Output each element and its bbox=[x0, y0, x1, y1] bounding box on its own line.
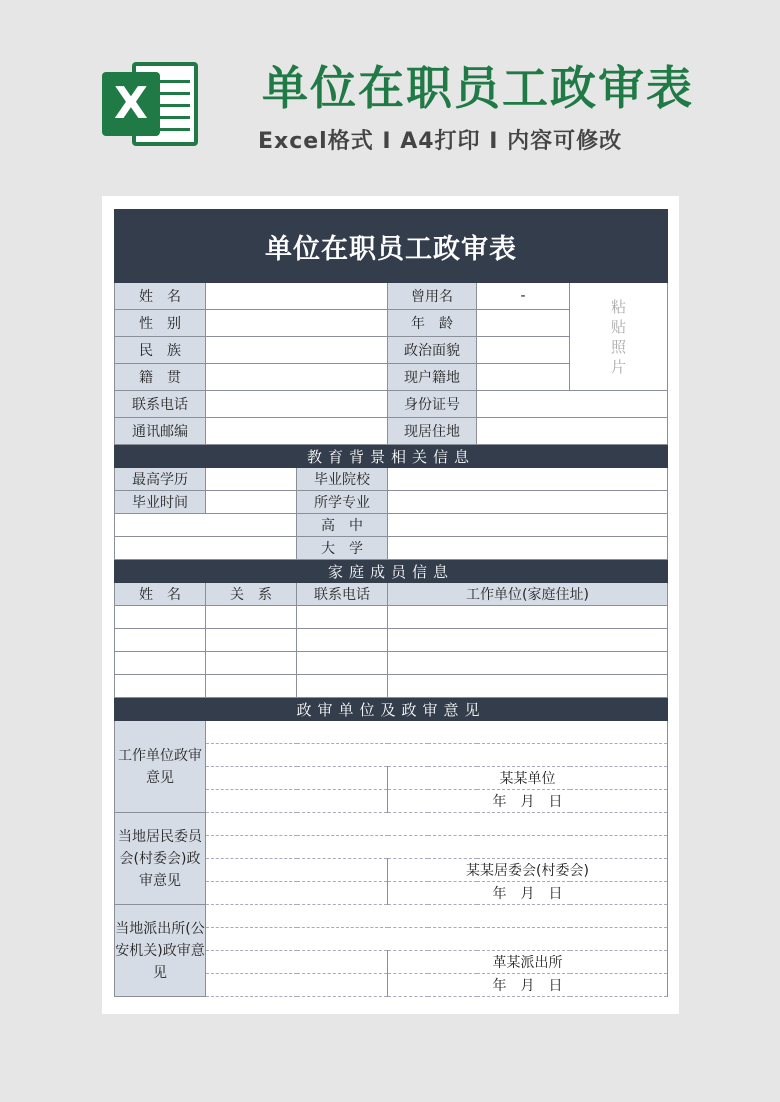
university-field[interactable] bbox=[388, 537, 668, 560]
age-field[interactable] bbox=[477, 310, 570, 337]
university-label: 大 学 bbox=[297, 537, 388, 560]
page-title: 单位在职员工政审表 bbox=[262, 61, 694, 115]
mail-field[interactable] bbox=[206, 418, 388, 445]
mail-label: 通讯邮编 bbox=[115, 418, 206, 445]
ethnicity-label: 民 族 bbox=[115, 337, 206, 364]
id-field[interactable] bbox=[477, 391, 668, 418]
high-school-field[interactable] bbox=[388, 514, 668, 537]
table-row bbox=[115, 629, 668, 652]
family-col-relation: 关 系 bbox=[206, 583, 297, 606]
political-label: 政治面貌 bbox=[388, 337, 477, 364]
review-label-employer: 工作单位政审意见 bbox=[115, 721, 206, 813]
review-line[interactable] bbox=[206, 836, 668, 859]
family-col-workplace: 工作单位(家庭住址) bbox=[388, 583, 668, 606]
hukou-label: 现户籍地 bbox=[388, 364, 477, 391]
major-field[interactable] bbox=[388, 491, 668, 514]
school-label: 毕业院校 bbox=[297, 468, 388, 491]
highest-degree-label: 最高学历 bbox=[115, 468, 206, 491]
major-label: 所学专业 bbox=[297, 491, 388, 514]
address-field[interactable] bbox=[477, 418, 668, 445]
gender-field[interactable] bbox=[206, 310, 388, 337]
name-label: 姓 名 bbox=[115, 283, 206, 310]
review-header: 政审单位及政审意见 bbox=[115, 698, 668, 721]
review-org-committee: 某某居委会(村委会) bbox=[388, 859, 668, 882]
review-label-police: 当地派出所(公安机关)政审意见 bbox=[115, 905, 206, 997]
grad-time-label: 毕业时间 bbox=[115, 491, 206, 514]
review-line[interactable] bbox=[206, 928, 668, 951]
family-header: 家庭成员信息 bbox=[115, 560, 668, 583]
education-header: 教育背景相关信息 bbox=[115, 445, 668, 468]
university-period-field[interactable] bbox=[115, 537, 297, 560]
ethnicity-field[interactable] bbox=[206, 337, 388, 364]
family-col-phone: 联系电话 bbox=[297, 583, 388, 606]
review-date-police: 年 月 日 bbox=[388, 974, 668, 997]
review-line[interactable] bbox=[206, 905, 668, 928]
review-date-employer: 年 月 日 bbox=[388, 790, 668, 813]
table-row bbox=[115, 606, 668, 629]
review-line[interactable] bbox=[206, 813, 668, 836]
table-row bbox=[115, 675, 668, 698]
excel-logo-icon bbox=[102, 56, 202, 152]
form-title: 单位在职员工政审表 bbox=[115, 210, 668, 283]
review-label-committee: 当地居民委员会(村委会)政审意见 bbox=[115, 813, 206, 905]
review-org-employer: 某某单位 bbox=[388, 767, 668, 790]
origin-field[interactable] bbox=[206, 364, 388, 391]
name-field[interactable] bbox=[206, 283, 388, 310]
grad-time-field[interactable] bbox=[206, 491, 297, 514]
table-row bbox=[115, 652, 668, 675]
address-label: 现居住地 bbox=[388, 418, 477, 445]
review-org-police: 革某派出所 bbox=[388, 951, 668, 974]
phone-field[interactable] bbox=[206, 391, 388, 418]
school-field[interactable] bbox=[388, 468, 668, 491]
page-subtitle: Excel格式 I A4打印 I 内容可修改 bbox=[258, 129, 623, 154]
photo-box[interactable]: 粘 贴 照 片 bbox=[570, 283, 668, 391]
highest-degree-field[interactable] bbox=[206, 468, 297, 491]
origin-label: 籍 贯 bbox=[115, 364, 206, 391]
former-name-field[interactable]: - bbox=[477, 283, 570, 310]
former-name-label: 曾用名 bbox=[388, 283, 477, 310]
family-col-name: 姓 名 bbox=[115, 583, 206, 606]
high-school-label: 高 中 bbox=[297, 514, 388, 537]
high-school-period-field[interactable] bbox=[115, 514, 297, 537]
hukou-field[interactable] bbox=[477, 364, 570, 391]
review-line[interactable] bbox=[206, 721, 668, 744]
review-date-committee: 年 月 日 bbox=[388, 882, 668, 905]
review-line[interactable] bbox=[206, 744, 668, 767]
age-label: 年 龄 bbox=[388, 310, 477, 337]
review-form bbox=[114, 209, 667, 997]
id-label: 身份证号 bbox=[388, 391, 477, 418]
excel-badge: X bbox=[102, 72, 160, 136]
gender-label: 性 别 bbox=[115, 310, 206, 337]
phone-label: 联系电话 bbox=[115, 391, 206, 418]
political-field[interactable] bbox=[477, 337, 570, 364]
